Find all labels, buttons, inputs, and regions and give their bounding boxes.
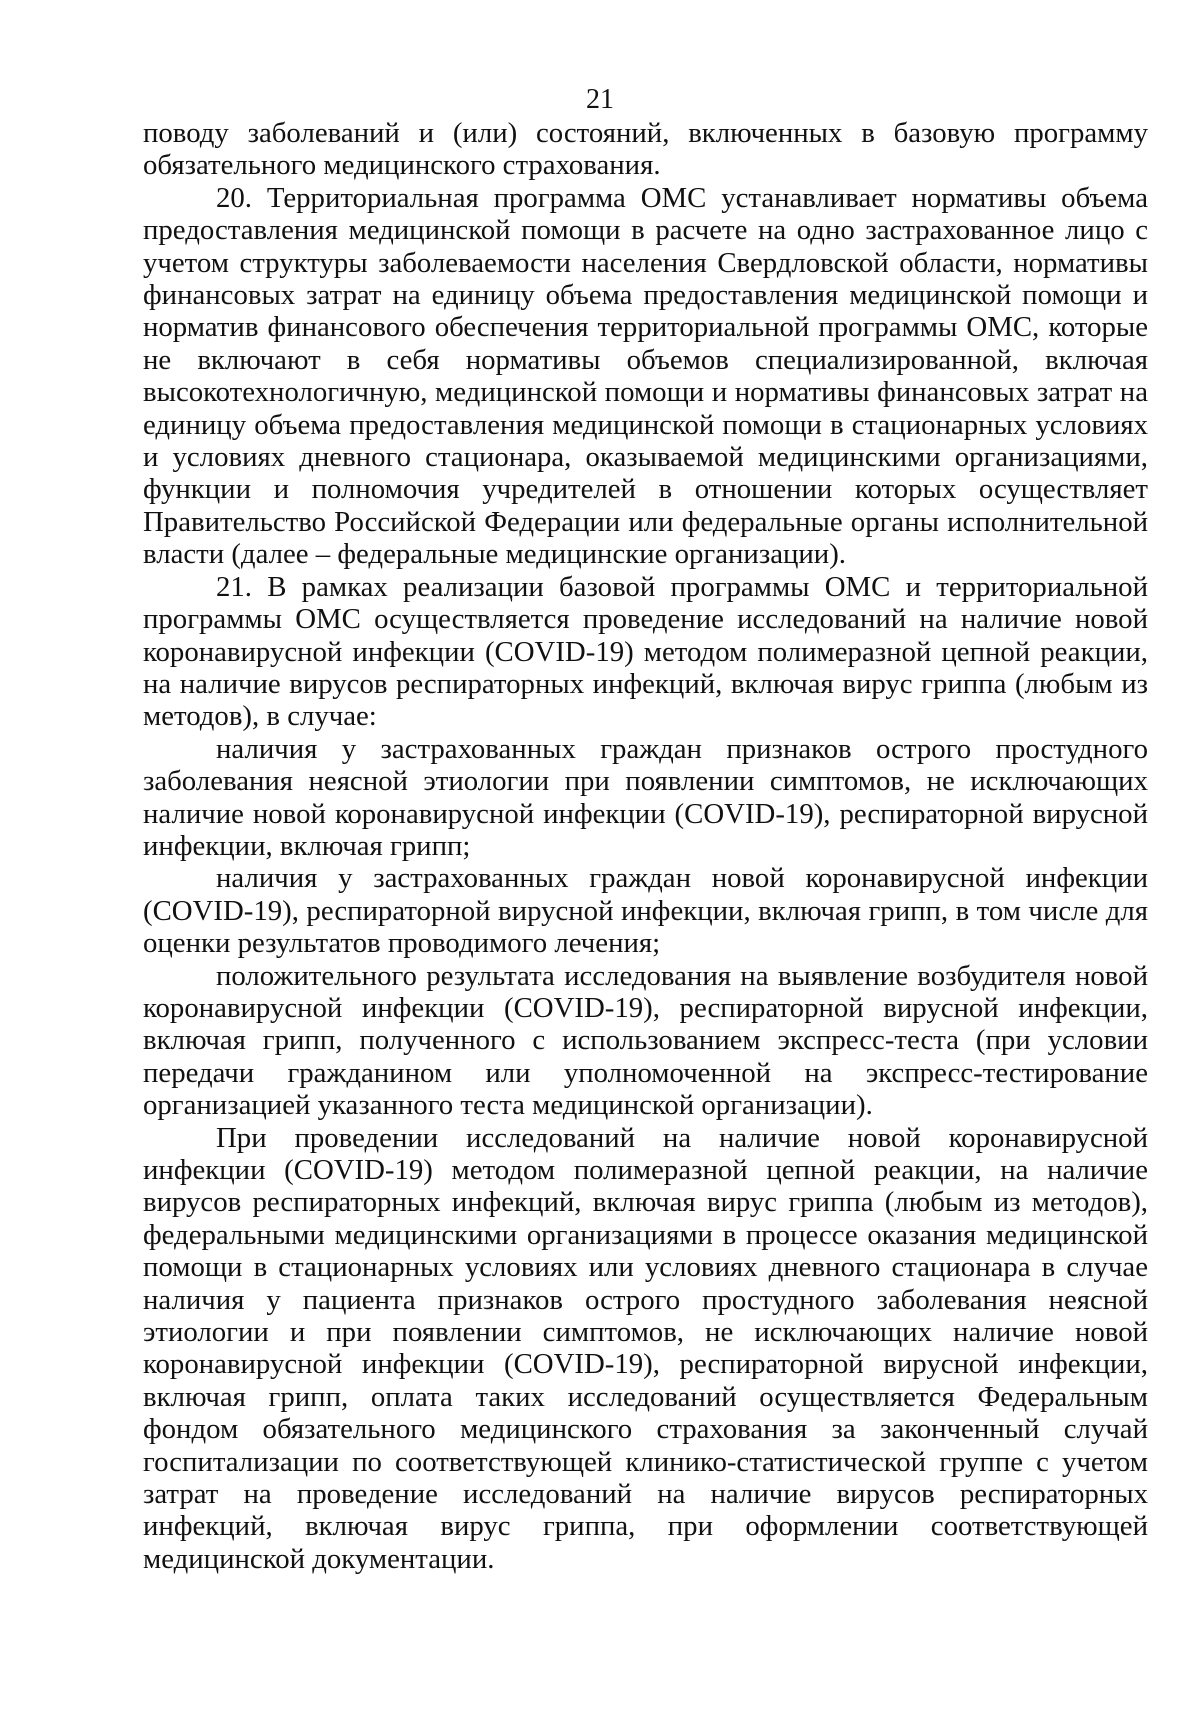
document-body xyxy=(143,117,1148,1575)
paragraph: 21. В рамках реализации базовой программы ОМС и территориальной программы ОМС осуществляется проведение исследований на наличие новой коронавирусной инфекции (COVID-19) методом полимеразной цепной реакции, на наличие вирусов респираторных инфекций, включая вирус гриппа (любым из методов), в случае: xyxy=(143,570,1148,733)
page-number: 21 xyxy=(586,84,614,115)
paragraph: При проведении исследований на наличие новой коронавирусной инфекции (COVID-19) методом полимеразной цепной реакции, на наличие вирусов респираторных инфекций, включая вирус гриппа (любым из методов), федеральными медицинскими организациями в процессе оказания медицинской помощи в стационарных условиях или условиях дневного стационара в случае наличия у пациента признаков острого простудного заболевания неясной этиологии и при появлении симптомов, не исключающих наличие новой коронавирусной инфекции (COVID-19), респираторной вирусной инфекции, включая грипп, оплата таких исследований осуществляется Федеральным фондом обязательного медицинского страхования за законченный случай госпитализации по соответствующей клинико-статистической группе с учетом затрат на проведение исследований на наличие вирусов респираторных инфекций, включая вирус гриппа, при оформлении соответствующей медицинской документации. xyxy=(143,1121,1148,1575)
paragraph: положительного результата исследования на выявление возбудителя новой коронавирусной инфекции (COVID-19), респираторной вирусной инфекции, включая грипп, полученного с использованием экспресс-теста (при условии передачи гражданином или уполномоченной на экспресс-тестирование организацией указанного теста медицинской организации). xyxy=(143,959,1148,1122)
paragraph: 20. Территориальная программа ОМС устанавливает нормативы объема предоставления медицинской помощи в расчете на одно застрахованное лицо с учетом структуры заболеваемости населения Свердловской области, нормативы финансовых затрат на единицу объема предоставления медицинской помощи и норматив финансового обеспечения территориальной программы ОМС, которые не включают в себя нормативы объемов специализированной, включая высокотехнологичную, медицинской помощи и нормативы финансовых затрат на единицу объема предоставления медицинской помощи в стационарных условиях и условиях дневного стационара, оказываемой медицинскими организациями, функции и полномочия учредителей в отношении которых осуществляет Правительство Российской Федерации или федеральные органы исполнительной власти (далее – федеральные медицинские организации). xyxy=(143,181,1148,571)
paragraph: поводу заболеваний и (или) состояний, включенных в базовую программу обязательного медицинского страхования. xyxy=(143,117,1148,182)
paragraph: наличия у застрахованных граждан признаков острого простудного заболевания неясной этиологии при появлении симптомов, не исключающих наличие новой коронавирусной инфекции (COVID-19), респираторной вирусной инфекции, включая грипп; xyxy=(143,732,1148,862)
paragraph: наличия у застрахованных граждан новой коронавирусной инфекции (COVID-19), респираторной вирусной инфекции, включая грипп, в том числе для оценки результатов проводимого лечения; xyxy=(143,862,1148,960)
